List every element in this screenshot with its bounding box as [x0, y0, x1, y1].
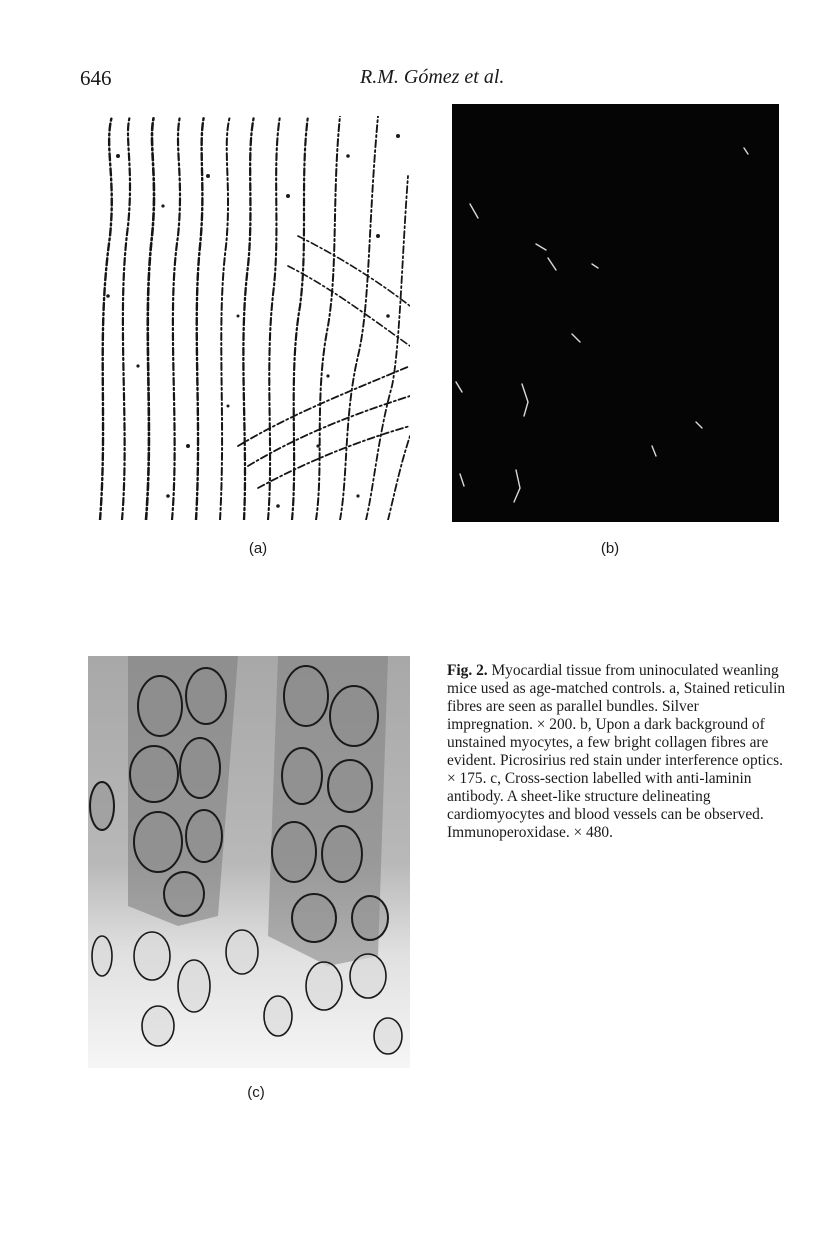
- caption-text: Myocardial tissue from uninoculated weanling mice used as age-matched controls. a, Stained reticulin fibres are seen as parallel bundles. Silver impregnation. × 200. b, Upon a dark background of unstained myocytes, a few bright collagen fibres are evident. Picrosirius red stain under interference optics. × 175. c, Cross-section labelled with anti-laminin antibody. A sheet-like structure delineating cardiomyocytes and blood vessels can be observed. Immunoperoxidase. × 480.: [447, 662, 786, 841]
- page-number: 646: [80, 66, 112, 90]
- figure-panel-c-anti-laminin-image: [88, 656, 410, 1068]
- figure-label-a: (a): [248, 540, 268, 557]
- figure-label-c: (c): [247, 1084, 265, 1101]
- figure-label-b: (b): [600, 540, 620, 557]
- running-head: R.M. Gómez et al.: [360, 66, 505, 88]
- figure-panel-b-picrosirius-image: [452, 104, 779, 522]
- figure-caption: [447, 662, 787, 842]
- figure-panel-a-silver-stain-image: [88, 116, 410, 520]
- caption-figure-label: Fig. 2.: [447, 662, 488, 679]
